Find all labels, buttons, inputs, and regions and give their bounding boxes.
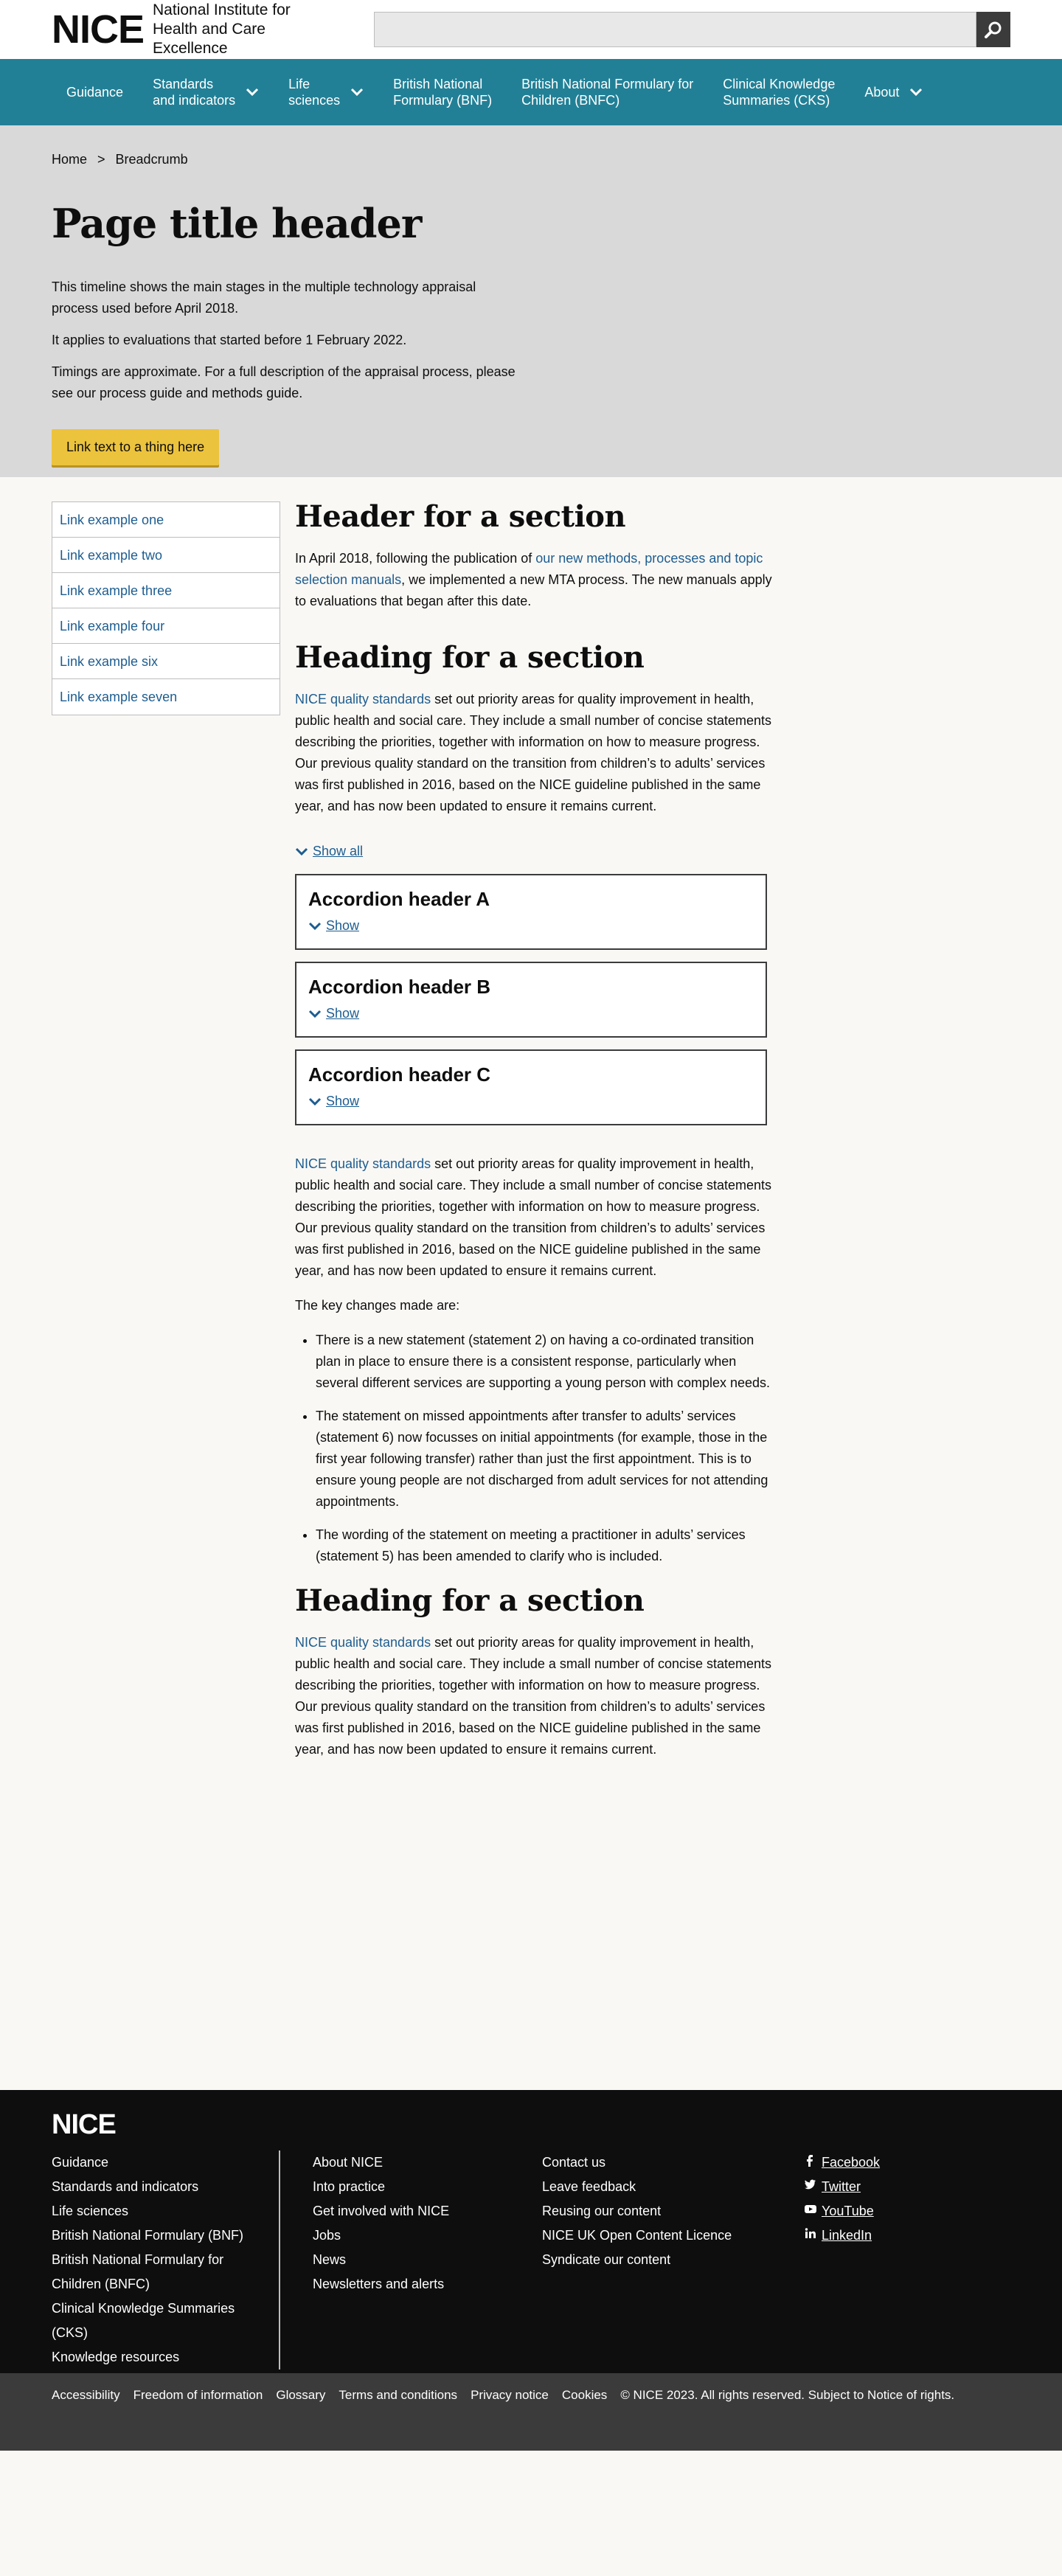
accordion-title: Accordion header A: [308, 888, 490, 910]
accordion-show-label: Show: [326, 1094, 360, 1108]
twitter-icon: [804, 2178, 817, 2191]
nav-list: [52, 59, 1010, 125]
nav-item[interactable]: [52, 59, 138, 125]
legal-link[interactable]: © NICE 2023. All rights reserved. Subject to Notice of rights.: [620, 2388, 955, 2402]
quality-standards-link[interactable]: NICE quality standards: [295, 1156, 431, 1171]
hero-timings: Timings are approximate. For a full description of the appraisal process, please see our process guide and methods guide.: [52, 364, 516, 400]
footer-link[interactable]: British National Formulary for Children (BNFC): [52, 2252, 224, 2291]
social-link[interactable]: [804, 2175, 1010, 2199]
social-link[interactable]: [804, 2150, 1010, 2175]
sidebar-link[interactable]: Link example four: [52, 608, 280, 644]
sidebar-link[interactable]: Link example two: [52, 538, 280, 573]
legal-links: [52, 2373, 1010, 2403]
section-heading-3: Heading for a section: [295, 1583, 645, 1618]
nav-label-line: sciences: [288, 93, 341, 108]
accordion-title: Accordion header C: [308, 1063, 491, 1086]
accordion-show-label: Show: [326, 918, 360, 933]
show-all-button[interactable]: [295, 844, 782, 859]
legal-link[interactable]: Privacy notice: [471, 2388, 549, 2402]
footer-link[interactable]: Jobs: [313, 2228, 341, 2243]
quality-standards-paragraph: [295, 689, 782, 817]
nav-item-label: [153, 76, 235, 108]
nav-item[interactable]: [708, 59, 850, 125]
footer-link[interactable]: Life sciences: [52, 2204, 129, 2218]
footer-col-contact: [542, 2150, 804, 2370]
nice-logo[interactable]: [52, 1, 337, 58]
main-nav: [0, 59, 1062, 125]
footer-link[interactable]: NICE UK Open Content Licence: [542, 2228, 732, 2243]
text-span: set out priority areas for quality improvement in health, public health and social care. They include a small number of concise statements describing the priorities, together with information on how to measure progress. Our previous quality standard on the transition from children’s to adults’ services was first published in 2016, based on the NICE guideline published in the same year, and has now been updated to ensure it remains current.: [295, 692, 772, 813]
facebook-icon: [804, 2153, 817, 2167]
footer-link[interactable]: Newsletters and alerts: [313, 2277, 445, 2291]
nav-item-label: [864, 84, 899, 100]
search-form: [374, 12, 1010, 47]
footer-columns: [52, 2150, 1010, 2370]
nav-item[interactable]: [274, 59, 378, 125]
search-icon: [984, 20, 1003, 39]
section-heading-1: Header for a section: [295, 499, 626, 534]
legal-bar: [0, 2373, 1062, 2451]
footer-link[interactable]: British National Formulary (BNF): [52, 2228, 244, 2243]
nav-label-line: Life: [288, 77, 310, 91]
hero-cta-button[interactable]: Link text to a thing here: [52, 429, 219, 465]
footer-link[interactable]: Get involved with NICE: [313, 2204, 450, 2218]
legal-link[interactable]: Accessibility: [52, 2388, 120, 2402]
text-span: , we implemented a new MTA process. The new manuals apply to evaluations that began after this date.: [295, 572, 772, 608]
hero-intro: This timeline shows the main stages in the multiple technology appraisal process used before April 2018.: [52, 280, 476, 316]
nav-item-label: [723, 76, 835, 108]
nav-label-line: Children (BNFC): [521, 93, 620, 108]
social-link[interactable]: [804, 2223, 1010, 2248]
footer-link[interactable]: Standards and indicators: [52, 2179, 199, 2194]
quality-standards-paragraph-2: [295, 1153, 782, 1282]
footer-link[interactable]: About NICE: [313, 2155, 384, 2170]
key-changes-list: [295, 1330, 782, 1567]
accordion-show-label: Show: [326, 1006, 360, 1021]
accordion-show-button[interactable]: [308, 1094, 754, 1109]
nav-item[interactable]: [850, 59, 937, 125]
nav-item[interactable]: [507, 59, 708, 125]
nav-item-label: [393, 76, 492, 108]
social-link[interactable]: [804, 2199, 1010, 2223]
social-label: Facebook: [822, 2155, 881, 2170]
chevron-down-icon: [308, 1097, 322, 1106]
breadcrumb-home[interactable]: Home: [52, 152, 88, 167]
sidebar-link[interactable]: Link example three: [52, 573, 280, 608]
breadcrumb-current[interactable]: Breadcrumb: [115, 152, 188, 167]
legal-link[interactable]: Freedom of information: [133, 2388, 263, 2402]
nav-item-label: [521, 76, 693, 108]
sidebar-nav: [52, 501, 280, 715]
logo-text: [153, 1, 337, 58]
nav-item-label: [288, 76, 340, 108]
nav-label-line: Guidance: [66, 85, 124, 100]
show-all-label: Show all: [313, 844, 364, 858]
legal-link[interactable]: Terms and conditions: [339, 2388, 458, 2402]
list-item: • There is a new statement (statement 2) on having a co-ordinated transition plan in place to ensure there is a consistent response, particularly when several different services are supporting a young person with complex needs.: [316, 1330, 782, 1394]
social-label: LinkedIn: [822, 2228, 872, 2243]
main-content: [0, 477, 1062, 2090]
article: [295, 499, 782, 1760]
accordion-show-button[interactable]: [308, 1006, 754, 1021]
nav-item-label: [66, 84, 123, 100]
linkedin-icon: [804, 2226, 817, 2240]
accordion[interactable]: [295, 1049, 767, 1125]
search-input[interactable]: [374, 12, 976, 47]
nav-label-line: British National Formulary for: [521, 77, 694, 91]
footer-link[interactable]: Syndicate our content: [542, 2252, 671, 2267]
logo-line-1: National Institute for: [153, 1, 291, 18]
nav-label-line: Clinical Knowledge: [723, 77, 836, 91]
search-button[interactable]: [976, 12, 1010, 47]
accordion[interactable]: [295, 962, 767, 1038]
nav-item[interactable]: [378, 59, 507, 125]
footer-link[interactable]: Knowledge resources: [52, 2350, 180, 2364]
page-hero: [0, 125, 1062, 477]
footer-col-products: [52, 2150, 280, 2370]
footer-link[interactable]: News: [313, 2252, 347, 2267]
footer-link[interactable]: Into practice: [313, 2179, 386, 2194]
quality-standards-link[interactable]: NICE quality standards: [295, 692, 431, 707]
social-label: YouTube: [822, 2204, 874, 2218]
footer-link[interactable]: Contact us: [542, 2155, 606, 2170]
footer-col-social: [804, 2150, 1010, 2370]
logo-line-2: Health and Care Excellence: [153, 21, 266, 57]
footer-link[interactable]: Clinical Knowledge Summaries (CKS): [52, 2301, 235, 2340]
sidebar-link[interactable]: Link example six: [52, 644, 280, 679]
quality-standards-paragraph-3: [295, 1632, 782, 1760]
sidebar-link[interactable]: Link example one: [52, 502, 280, 538]
list-item: • The statement on missed appointments after transfer to adults’ services (statement 6) now focusses on initial appointments (for example, those in the first year following transfer) rather than just the first appointment. This is to ensure young people are not discharged from adult services for not attending appointments.: [316, 1406, 782, 1513]
list-item: • The wording of the statement on meeting a practitioner in adults’ services (statement 5) has been amended to clarify who is included.: [316, 1524, 782, 1567]
breadcrumb: [52, 152, 1010, 167]
site-footer: [0, 2090, 1062, 2373]
footer-link[interactable]: Guidance: [52, 2155, 109, 2170]
page-title: Page title header: [52, 200, 422, 247]
nav-item[interactable]: [138, 59, 274, 125]
key-changes-intro: The key changes made are:: [295, 1298, 460, 1313]
footer-link[interactable]: Reusing our content: [542, 2204, 662, 2218]
chevron-down-icon: [295, 847, 308, 856]
accordion-title: Accordion header B: [308, 976, 491, 998]
legal-link[interactable]: Glossary: [276, 2388, 326, 2402]
youtube-icon: [804, 2202, 817, 2215]
methods-manuals-link[interactable]: our new methods, processes and topic selection manuals: [295, 551, 763, 587]
chevron-down-icon: [308, 1010, 322, 1018]
logo-mark: NICE: [52, 7, 145, 52]
hero-applies: It applies to evaluations that started before 1 February 2022.: [52, 333, 407, 347]
quality-standards-link[interactable]: NICE quality standards: [295, 1635, 431, 1650]
text-span: In April 2018, following the publication of: [295, 551, 536, 566]
breadcrumb-separator: >: [97, 152, 105, 167]
legal-link[interactable]: Cookies: [561, 2388, 608, 2402]
footer-logo[interactable]: NICE: [52, 2109, 116, 2140]
footer-link[interactable]: Leave feedback: [542, 2179, 636, 2194]
text-span: set out priority areas for quality improvement in health, public health and social care. They include a small number of concise statements describing the priorities, together with information on how to measure progress. Our previous quality standard on the transition from children’s to adults’ services was first published in 2016, based on the NICE guideline published in the same year, and has now been updated to ensure it remains current.: [295, 1635, 772, 1757]
sidebar-link[interactable]: Link example seven: [60, 690, 178, 704]
accordion[interactable]: [295, 874, 767, 950]
site-header: [0, 0, 1062, 59]
nav-label-line: About: [864, 85, 900, 100]
section-1-paragraph: [295, 548, 782, 612]
accordion-show-button[interactable]: [308, 918, 754, 934]
chevron-down-icon: [308, 922, 322, 931]
text-span: set out priority areas for quality improvement in health, public health and social care. They include a small number of concise statements describing the priorities, together with information on how to measure progress. Our previous quality standard on the transition from children’s to adults’ services was first published in 2016, based on the NICE guideline published in the same year, and has now been updated to ensure it remains current.: [295, 1156, 772, 1278]
social-label: Twitter: [822, 2179, 861, 2194]
chevron-down-icon: [246, 88, 259, 97]
nav-label-line: Standards: [153, 77, 214, 91]
chevron-down-icon: [909, 88, 923, 97]
nav-label-line: Summaries (CKS): [723, 93, 830, 108]
nav-label-line: and indicators: [153, 93, 236, 108]
nav-label-line: Formulary (BNF): [393, 93, 493, 108]
chevron-down-icon: [350, 88, 364, 97]
section-heading-2: Heading for a section: [295, 640, 645, 675]
nav-label-line: British National: [393, 77, 483, 91]
accordion-group: [295, 874, 782, 1125]
footer-col-about: [280, 2150, 542, 2370]
